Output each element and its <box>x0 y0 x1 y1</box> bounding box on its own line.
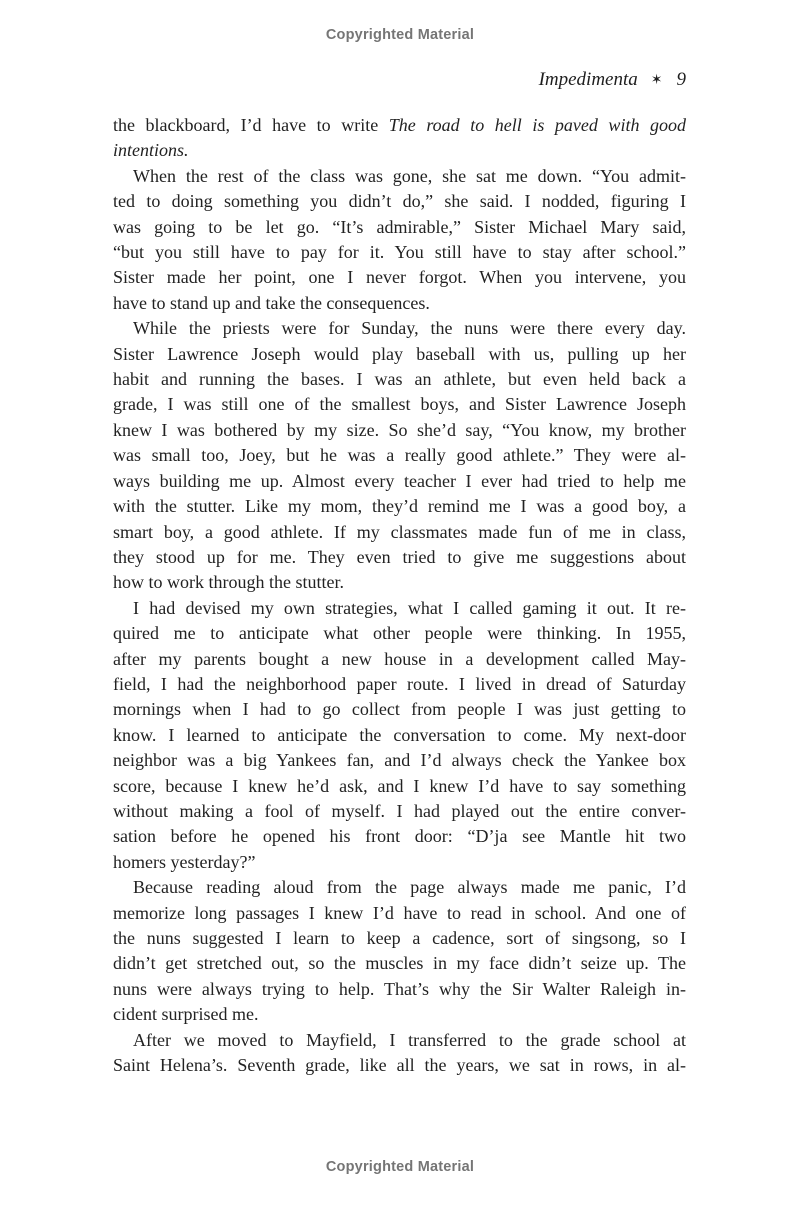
text-segment: the nuns suggested I learn to keep a cadence, sort of singsong, so I <box>113 928 686 948</box>
text-segment: Because reading aloud from the page always made me panic, I’d <box>133 877 686 898</box>
copyright-watermark-top: Copyrighted Material <box>325 27 475 43</box>
text-line <box>113 520 686 545</box>
text-segment: While the priests were for Sunday, the nuns were there every day. <box>133 318 686 339</box>
text-line <box>113 342 686 367</box>
text-line <box>113 138 686 163</box>
text-segment: how to work through the stutter. <box>113 572 344 593</box>
text-segment: habit and running the bases. I was an athlete, but even held back a <box>113 369 686 390</box>
text-line <box>113 113 686 138</box>
text-segment: the blackboard, I’d have to write <box>113 115 389 135</box>
text-line <box>113 774 686 799</box>
text-line <box>113 977 686 1002</box>
text-line <box>113 545 686 570</box>
text-segment: mornings when I had to go collect from people I was just getting to <box>113 699 686 720</box>
text-line <box>113 316 686 341</box>
text-segment: was small too, Joey, but he was a really good athlete.” They were al- <box>113 445 686 466</box>
text-line <box>113 672 686 697</box>
text-segment: Sister made her point, one I never forgot. When you intervene, you <box>113 267 686 288</box>
text-segment: memorize long passages I knew I’d have to read in school. And one of <box>113 902 686 923</box>
text-line <box>113 596 686 621</box>
text-segment: they stood up for me. They even tried to give me suggestions about <box>113 546 686 567</box>
text-line <box>113 1002 686 1027</box>
italic-text-segment: intentions. <box>113 140 189 161</box>
chapter-title: Impedimenta <box>538 69 638 90</box>
text-line <box>113 697 686 722</box>
text-line <box>113 367 686 392</box>
text-line <box>113 265 686 290</box>
text-segment: know. I learned to anticipate the conversation to come. My next-door <box>113 724 686 745</box>
text-line <box>113 951 686 976</box>
text-line <box>113 240 686 265</box>
text-line <box>113 850 686 875</box>
text-segment: after my parents bought a new house in a development called May- <box>113 648 686 669</box>
text-line <box>113 621 686 646</box>
text-line <box>113 392 686 417</box>
text-segment: nuns were always trying to help. That’s why the Sir Walter Raleigh in- <box>113 978 686 999</box>
text-segment: with the stutter. Like my mom, they’d remind me I was a good boy, a <box>113 496 686 517</box>
text-segment: homers yesterday?” <box>113 851 256 872</box>
text-line <box>113 418 686 443</box>
body-text <box>113 113 686 1078</box>
text-line <box>113 1053 686 1078</box>
text-line <box>113 469 686 494</box>
text-segment: score, because I knew he’d ask, and I knew I’d have to say something <box>113 775 686 796</box>
text-segment: neighbor was a big Yankees fan, and I’d always check the Yankee box <box>113 750 686 771</box>
text-line <box>113 799 686 824</box>
copyright-watermark-bottom: Copyrighted Material <box>325 1159 475 1175</box>
running-header <box>113 69 686 91</box>
text-line <box>113 189 686 214</box>
text-segment: have to stand up and take the consequences. <box>113 292 430 313</box>
text-segment: ways building me up. Almost every teacher I ever had tried to help me <box>113 470 686 491</box>
text-segment: Sister Lawrence Joseph would play baseball with us, pulling up her <box>113 343 686 364</box>
text-segment: Saint Helena’s. Seventh grade, like all the years, we sat in rows, in al- <box>113 1055 686 1076</box>
text-line <box>113 748 686 773</box>
italic-text-segment: The road to hell is paved with good <box>388 115 686 135</box>
text-line <box>113 570 686 595</box>
text-line <box>113 901 686 926</box>
text-segment: sation before he opened his front door: “D’ja see Mantle hit two <box>113 826 686 847</box>
text-line <box>113 926 686 951</box>
text-line <box>113 723 686 748</box>
text-segment: quired me to anticipate what other people were thinking. In 1955, <box>113 623 686 644</box>
text-segment: knew I was bothered by my size. So she’d say, “You know, my brother <box>113 419 686 440</box>
text-segment: After we moved to Mayfield, I transferred to the grade school at <box>133 1029 686 1050</box>
text-line <box>113 824 686 849</box>
text-segment: field, I had the neighborhood paper route. I lived in dread of Saturday <box>113 673 686 694</box>
text-line <box>113 443 686 468</box>
text-line <box>113 1028 686 1053</box>
text-segment: When the rest of the class was gone, she sat me down. “You admit- <box>133 165 686 186</box>
text-line <box>113 215 686 240</box>
text-segment: smart boy, a good athlete. If my classmates made fun of me in class, <box>113 521 686 542</box>
text-line <box>113 875 686 900</box>
text-line <box>113 164 686 189</box>
star-separator-icon: ✶ <box>650 73 663 88</box>
text-segment: I had devised my own strategies, what I called gaming it out. It re- <box>133 597 686 618</box>
text-line <box>113 647 686 672</box>
text-segment: cident surprised me. <box>113 1004 259 1025</box>
text-line <box>113 291 686 316</box>
text-segment: “but you still have to pay for it. You still have to stay after school.” <box>113 242 686 263</box>
text-segment: was going to be let go. “It’s admirable,” Sister Michael Mary said, <box>113 216 686 237</box>
text-segment: without making a fool of myself. I had played out the entire conver- <box>113 800 686 821</box>
text-segment: ted to doing something you didn’t do,” she said. I nodded, figuring I <box>113 191 686 212</box>
page-number: 9 <box>676 69 686 90</box>
text-line <box>113 494 686 519</box>
text-segment: grade, I was still one of the smallest boys, and Sister Lawrence Joseph <box>113 394 686 415</box>
text-segment: didn’t get stretched out, so the muscles in my face didn’t seize up. The <box>113 953 686 974</box>
